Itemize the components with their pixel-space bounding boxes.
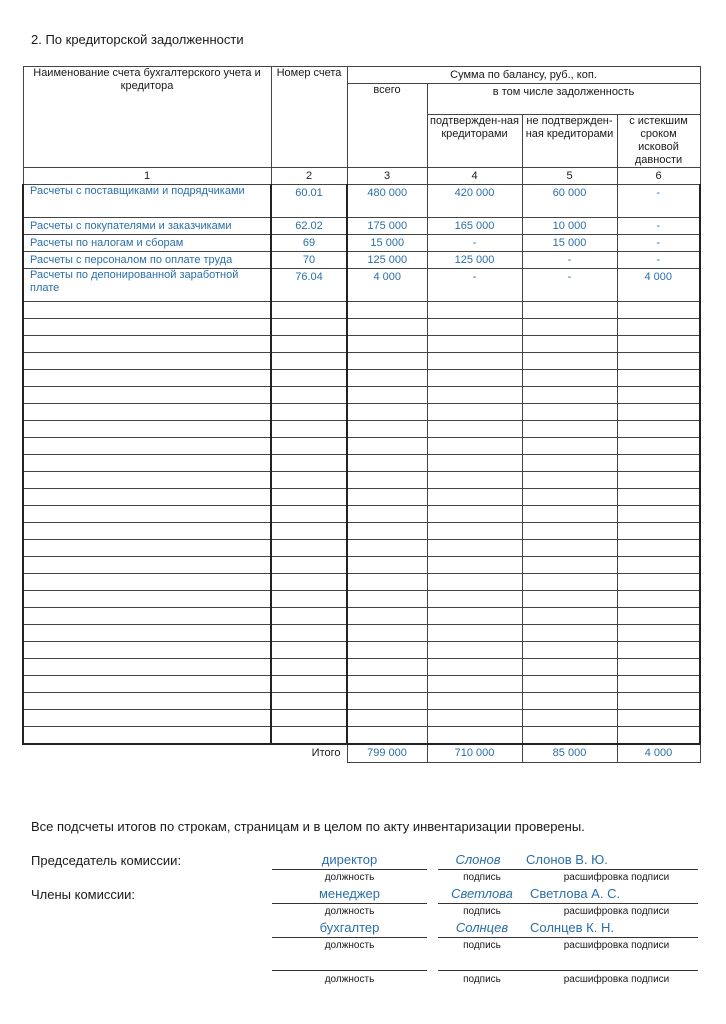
signature-line [438, 970, 698, 971]
signature-caption: подпись [463, 940, 501, 951]
row-creditor-name: Расчеты по депонированной заработной плате [23, 269, 271, 302]
position-caption: должность [324, 940, 375, 951]
chairman-position: директор [321, 852, 378, 867]
totals-row [23, 744, 700, 763]
row-confirmed: - [427, 235, 522, 252]
row-confirmed: 420 000 [427, 185, 522, 218]
row-total: 125 000 [347, 252, 427, 269]
signature-caption: подпись [463, 906, 501, 917]
chairman-name: Слонов В. Ю. [526, 852, 608, 867]
row-unconfirmed: - [522, 252, 617, 269]
row-confirmed: 165 000 [427, 218, 522, 235]
empty-row [23, 642, 700, 659]
row-creditor-name: Расчеты с покупателями и заказчиками [23, 218, 271, 235]
empty-row [23, 676, 700, 693]
column-number: 1 [23, 168, 271, 185]
position-line [272, 937, 427, 938]
empty-row [23, 591, 700, 608]
row-creditor-name: Расчеты по налогам и сборам [23, 235, 271, 252]
header-incl-group: в том числе задолженность [427, 84, 700, 115]
row-confirmed: - [427, 269, 522, 302]
chairman-signature: Слонов [455, 852, 501, 867]
empty-row [23, 455, 700, 472]
member-position: менеджер [318, 886, 381, 901]
empty-row [23, 557, 700, 574]
empty-row [23, 421, 700, 438]
position-line [272, 869, 427, 870]
row-confirmed: 125 000 [427, 252, 522, 269]
empty-row [23, 506, 700, 523]
verification-note: Все подсчеты итогов по строкам, страницам и в целом по акту инвентаризации проверены. [31, 819, 585, 834]
name-caption: расшифровка подписи [563, 906, 670, 917]
header-expired: с истекшим сроком исковой давности [617, 115, 700, 168]
table-row [23, 185, 700, 218]
name-caption: расшифровка подписи [563, 940, 670, 951]
signature-caption: подпись [463, 974, 501, 985]
row-total: 15 000 [347, 235, 427, 252]
position-caption: должность [324, 906, 375, 917]
signature-line [438, 869, 698, 870]
empty-row [23, 387, 700, 404]
empty-row [23, 574, 700, 591]
row-account: 62.02 [271, 218, 347, 235]
totals-expired: 4 000 [617, 744, 700, 763]
empty-row [23, 370, 700, 387]
member-signature: Солнцев [455, 920, 509, 935]
row-total: 4 000 [347, 269, 427, 302]
table-row [23, 252, 700, 269]
totals-label: Итого [311, 747, 341, 759]
position-caption: должность [324, 872, 375, 883]
empty-row [23, 472, 700, 489]
empty-row [23, 710, 700, 727]
empty-row [23, 489, 700, 506]
column-number: 3 [347, 168, 427, 185]
position-caption: должность [324, 974, 375, 985]
row-total: 175 000 [347, 218, 427, 235]
signature-line [438, 903, 698, 904]
row-expired: - [617, 235, 700, 252]
table-row [23, 269, 700, 302]
members-label: Члены комиссии: [31, 887, 136, 902]
row-expired: 4 000 [617, 269, 700, 302]
empty-row [23, 727, 700, 745]
position-line [272, 970, 427, 971]
column-number: 5 [522, 168, 617, 185]
row-expired: - [617, 252, 700, 269]
row-total: 480 000 [347, 185, 427, 218]
row-unconfirmed: 15 000 [522, 235, 617, 252]
table-row [23, 218, 700, 235]
empty-row [23, 625, 700, 642]
empty-row [23, 404, 700, 421]
name-caption: расшифровка подписи [563, 872, 670, 883]
column-number: 4 [427, 168, 522, 185]
totals-confirmed: 710 000 [427, 744, 522, 763]
empty-row [23, 319, 700, 336]
member-name: Светлова А. С. [530, 886, 621, 901]
header-confirmed: подтвержден-ная кредиторами [427, 115, 522, 168]
empty-row [23, 438, 700, 455]
empty-row [23, 353, 700, 370]
empty-row [23, 693, 700, 710]
row-unconfirmed: - [522, 269, 617, 302]
empty-row [23, 659, 700, 676]
row-creditor-name: Расчеты с персоналом по оплате труда [23, 252, 271, 269]
column-number: 6 [617, 168, 700, 185]
member-position: бухгалтер [319, 920, 380, 935]
empty-row [23, 523, 700, 540]
signature-line [438, 937, 698, 938]
row-account: 70 [271, 252, 347, 269]
name-caption: расшифровка подписи [563, 974, 670, 985]
row-unconfirmed: 60 000 [522, 185, 617, 218]
row-account: 60.01 [271, 185, 347, 218]
header-sum-group: Сумма по балансу, руб., коп. [347, 67, 700, 84]
header-account-name: Наименование счета бухгалтерского учета и кредитора [23, 67, 271, 168]
row-account: 76.04 [271, 269, 347, 302]
header-total: всего [347, 84, 427, 168]
table-row [23, 235, 700, 252]
empty-row [23, 302, 700, 319]
header-unconfirmed: не подтвержден-ная кредиторами [522, 115, 617, 168]
section-title: 2. По кредиторской задолженности [31, 32, 244, 47]
signature-caption: подпись [463, 872, 501, 883]
creditor-debt-table [22, 66, 701, 763]
row-account: 69 [271, 235, 347, 252]
column-number: 2 [271, 168, 347, 185]
row-creditor-name: Расчеты с поставщиками и подрядчиками [23, 185, 271, 218]
totals-total: 799 000 [347, 744, 427, 763]
empty-row [23, 336, 700, 353]
member-signature: Светлова [451, 886, 513, 901]
row-expired: - [617, 185, 700, 218]
empty-row [23, 608, 700, 625]
header-account-number: Номер счета [271, 67, 347, 168]
totals-unconfirmed: 85 000 [522, 744, 617, 763]
row-expired: - [617, 218, 700, 235]
empty-row [23, 540, 700, 557]
member-name: Солнцев К. Н. [530, 920, 614, 935]
chairman-label: Председатель комиссии: [31, 853, 182, 868]
position-line [272, 903, 427, 904]
row-unconfirmed: 10 000 [522, 218, 617, 235]
